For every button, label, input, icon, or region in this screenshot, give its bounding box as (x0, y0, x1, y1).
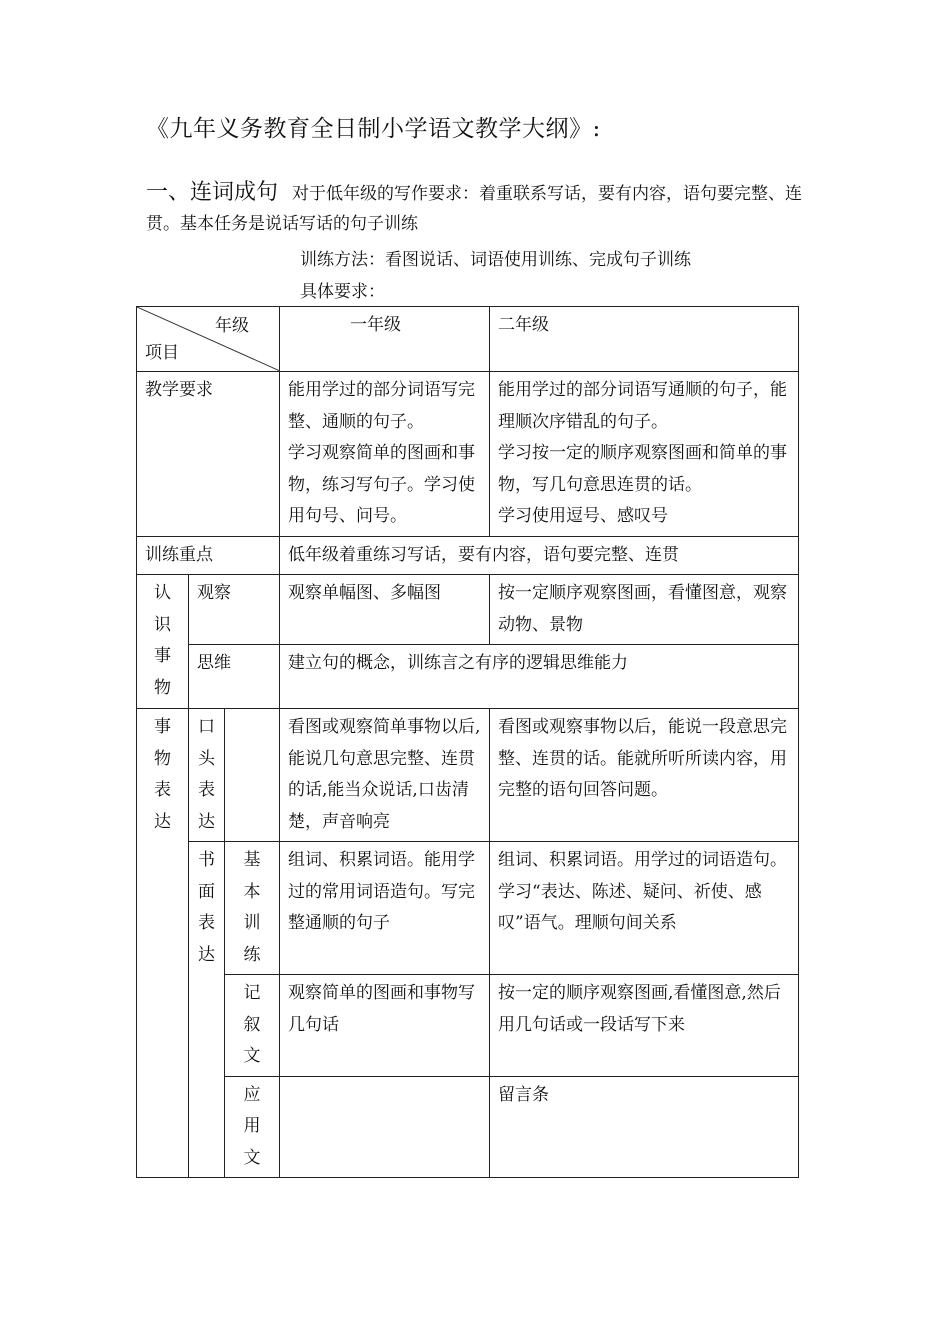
practical-label: 应用文 (225, 1076, 280, 1178)
section-intro-text: 对于低年级的写作要求：着重联系写话，要有内容，语句要完整、连贯。基本任务是说话写话的句子训练 (146, 184, 803, 234)
oral-label: 口头表达 (189, 709, 225, 842)
training-focus-label: 训练重点 (137, 536, 280, 575)
grade-1-header: 一年级 (280, 307, 490, 372)
written-label: 书面表达 (189, 842, 225, 1178)
teaching-requirements-grade2 (490, 372, 799, 537)
teaching-requirements-grade1 (280, 372, 490, 537)
oral-empty-cell (225, 709, 280, 842)
requirements-label: 具体要求： (300, 282, 385, 302)
practical-grade2: 留言条 (490, 1076, 799, 1178)
practical-grade1 (280, 1076, 490, 1178)
observe-label: 观察 (189, 575, 280, 645)
cognition-label: 认识事物 (137, 575, 189, 709)
oral-grade2: 看图或观察事物以后，能说一段意思完整、连贯的话。能就所听所读内容，用完整的语句回答问题。 (490, 709, 799, 842)
basic-training-grade2: 组词、积累词语。用学过的词语造句。学习“表达、陈述、疑问、祈使、感叹”语气。理顺句间关系 (490, 842, 799, 975)
grade-header-label: 年级 (215, 316, 250, 336)
document-title: 《九年义务教育全日制小学语文教学大纲》: (146, 116, 601, 142)
grade-2-header: 二年级 (490, 307, 799, 372)
training-focus-content: 低年级着重练习写话，要有内容，语句要完整、连贯 (280, 536, 799, 575)
basic-training-label: 基本训练 (225, 842, 280, 975)
narrative-grade1: 观察简单的图画和事物写几句话 (280, 975, 490, 1077)
teaching-g2-line: 能用学过的部分词语写通顺的句子，能理顺次序错乱的句子。 (498, 380, 788, 432)
teaching-g1-line: 学习观察简单的图画和事物，练习写句子。学习使用句号、问号。 (288, 443, 476, 526)
observe-grade1: 观察单幅图、多幅图 (280, 575, 490, 645)
oral-grade1: 看图或观察简单事物以后,能说几句意思完整、连贯的话,能当众说话,口齿清楚，声音响亮 (280, 709, 490, 842)
section-heading: 一、连词成句 (146, 180, 279, 205)
curriculum-table (136, 306, 799, 1178)
header-diagonal-cell (137, 307, 280, 372)
basic-training-grade1: 组词、积累词语。能用学过的常用词语造句。写完整通顺的句子 (280, 842, 490, 975)
teaching-g1-line: 能用学过的部分词语写完整、通顺的句子。 (288, 380, 476, 432)
section-intro (146, 178, 811, 239)
item-header-label: 项目 (145, 342, 179, 363)
thinking-content: 建立句的概念，训练言之有序的逻辑思维能力 (280, 645, 799, 709)
training-method: 训练方法：看图说话、词语使用训练、完成句子训练 (300, 250, 691, 270)
narrative-label: 记叙文 (225, 975, 280, 1077)
thinking-label: 思维 (189, 645, 280, 709)
expression-label: 事物表达 (137, 709, 189, 1178)
teaching-g2-line: 学习使用逗号、感叹号 (498, 506, 669, 526)
narrative-grade2: 按一定的顺序观察图画,看懂图意,然后用几句话或一段话写下来 (490, 975, 799, 1077)
teaching-g2-line: 学习按一定的顺序观察图画和简单的事物，写几句意思连贯的话。 (498, 443, 788, 495)
observe-grade2: 按一定顺序观察图画，看懂图意，观察动物、景物 (490, 575, 799, 645)
teaching-requirements-label: 教学要求 (137, 372, 280, 537)
